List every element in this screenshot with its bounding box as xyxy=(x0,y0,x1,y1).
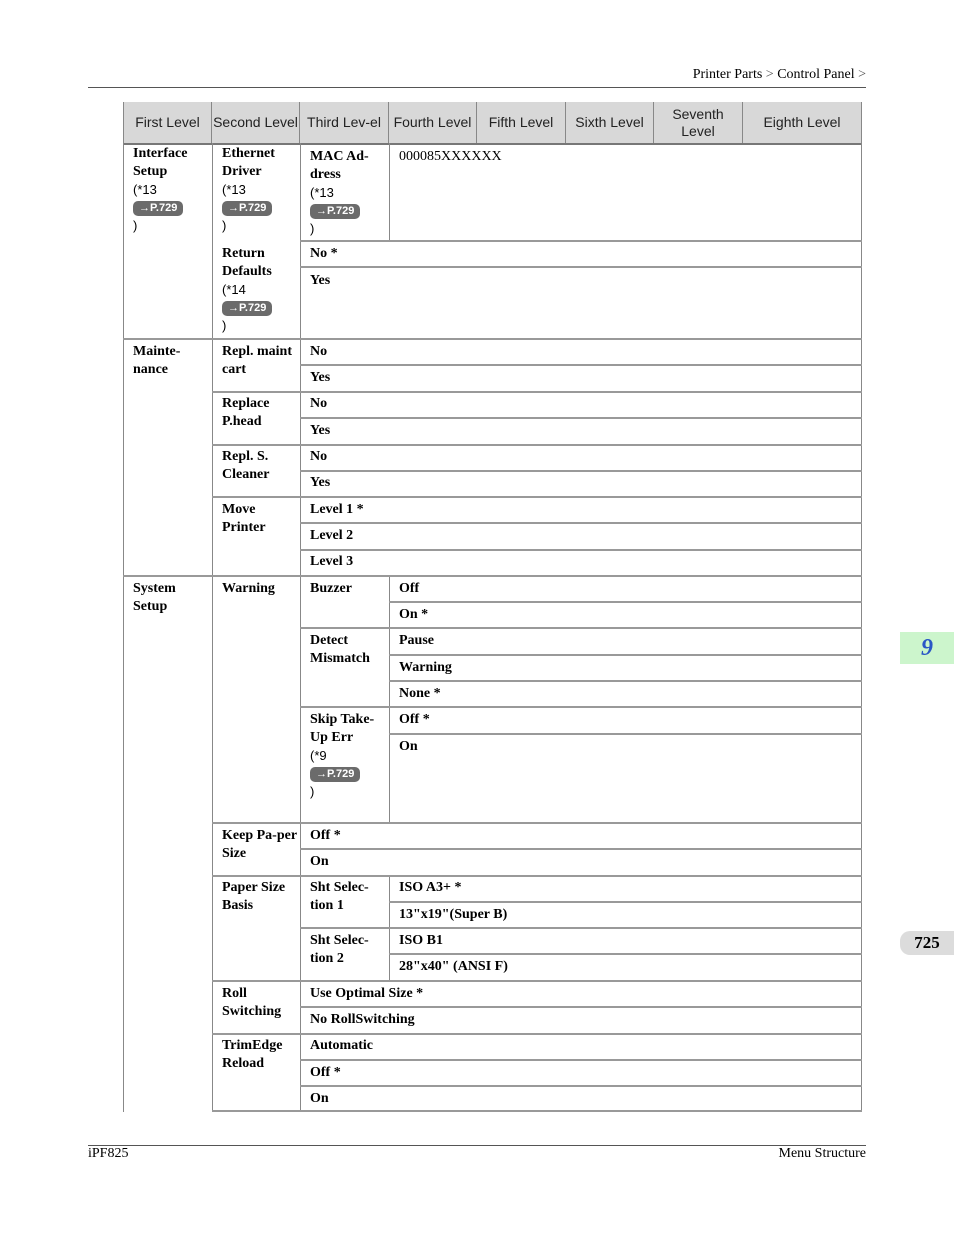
menu-skip-takeup-err: Skip Take-Up Err (*9 →P.729 ) xyxy=(310,711,385,800)
menu-ethernet-driver: Ethernet Driver (*13 →P.729 ) xyxy=(222,145,297,234)
option-none-default: None * xyxy=(399,686,441,701)
page-reference-link[interactable]: →P.729 xyxy=(310,767,360,782)
row-divider xyxy=(123,575,862,577)
row-divider xyxy=(300,1085,862,1087)
header-eighth-level: Eighth Level xyxy=(743,102,862,143)
menu-sht-selection-1: Sht Selec-tion 1 xyxy=(310,880,369,913)
page-reference-link[interactable]: →P.729 xyxy=(310,204,360,219)
menu-paper-size-basis: Paper Size Basis xyxy=(222,880,286,913)
col-divider xyxy=(389,576,390,822)
row-divider xyxy=(212,822,862,824)
row-divider xyxy=(300,470,862,472)
row-divider xyxy=(212,875,862,877)
footer-rule xyxy=(88,1145,866,1146)
footnote-13: (*13 xyxy=(222,182,246,197)
header-rule xyxy=(88,87,866,88)
row-divider xyxy=(300,266,862,268)
header-fifth-level: Fifth Level xyxy=(477,102,566,143)
row-divider xyxy=(212,444,862,446)
option-yes: Yes xyxy=(310,475,331,490)
row-divider xyxy=(300,364,862,366)
option-on-default: On * xyxy=(399,607,429,622)
option-no: No xyxy=(310,449,328,464)
col-divider xyxy=(123,143,124,1112)
option-off-default: Off * xyxy=(399,712,430,727)
footer-model: iPF825 xyxy=(88,1146,129,1161)
row-divider xyxy=(300,240,862,242)
row-divider xyxy=(389,733,862,735)
row-divider xyxy=(300,627,862,629)
row-divider xyxy=(300,1006,862,1008)
menu-sht-selection-2: Sht Selec-tion 2 xyxy=(310,933,369,966)
menu-replace-phead: Replace P.head xyxy=(222,396,270,429)
menu-detect-mismatch: Detect Mismatch xyxy=(310,633,370,666)
menu-return-defaults: Return Defaults (*14 →P.729 ) xyxy=(222,245,297,334)
option-iso-a3-plus: ISO A3+ * xyxy=(399,880,462,895)
row-divider xyxy=(212,980,862,982)
menu-keep-paper-size: Keep Pa-per Size xyxy=(222,828,297,861)
option-iso-b1: ISO B1 xyxy=(399,933,443,948)
menu-repl-s-cleaner: Repl. S. Cleaner xyxy=(222,449,270,482)
breadcrumb-separator: > xyxy=(765,67,774,82)
footnote-9: (*9 xyxy=(310,748,327,763)
footer-section: Menu Structure xyxy=(778,1146,866,1161)
page-number-tab: 725 xyxy=(900,931,954,955)
option-level-3: Level 3 xyxy=(310,554,354,569)
page-reference-link[interactable]: →P.729 xyxy=(133,201,183,216)
option-on: On xyxy=(399,739,418,754)
option-yes: Yes xyxy=(310,273,331,288)
option-level-2: Level 2 xyxy=(310,528,354,543)
menu-mac-address: MAC Ad-dress (*13 →P.729 ) xyxy=(310,148,385,237)
mac-address-value: 000085XXXXXX xyxy=(399,149,502,164)
row-divider xyxy=(389,953,862,955)
header-fourth-level: Fourth Level xyxy=(389,102,477,143)
option-off: Off xyxy=(399,581,420,596)
option-no-default: No * xyxy=(310,246,338,261)
row-divider xyxy=(300,927,862,929)
menu-repl-maint-cart: Repl. maint cart xyxy=(222,344,292,377)
row-divider xyxy=(300,417,862,419)
menu-structure-table xyxy=(123,102,862,1112)
menu-interface-setup: Interface Setup (*13 →P.729 ) xyxy=(133,145,208,234)
row-divider xyxy=(300,522,862,524)
option-no: No xyxy=(310,344,328,359)
option-off-default: Off * xyxy=(310,828,341,843)
menu-system-setup: System Setup xyxy=(133,581,176,614)
row-divider xyxy=(300,1059,862,1061)
col-divider xyxy=(212,143,213,1112)
row-divider xyxy=(123,338,862,340)
row-divider xyxy=(300,848,862,850)
chapter-tab[interactable]: 9 xyxy=(900,632,954,664)
option-warning: Warning xyxy=(399,660,452,675)
page-reference-link[interactable]: →P.729 xyxy=(222,301,272,316)
option-on: On xyxy=(310,854,329,869)
col-divider xyxy=(389,143,390,240)
row-divider xyxy=(300,706,862,708)
header-first-level: First Level xyxy=(123,102,212,143)
table-bottom-border xyxy=(212,1110,862,1112)
option-on: On xyxy=(310,1091,329,1106)
option-yes: Yes xyxy=(310,370,331,385)
option-no: No xyxy=(310,396,328,411)
option-super-b: 13"x19"(Super B) xyxy=(399,907,508,922)
row-divider xyxy=(389,654,862,656)
breadcrumb-printer-parts[interactable]: Printer Parts xyxy=(692,67,763,82)
header-seventh-level: Seventh Level xyxy=(654,102,743,143)
option-automatic: Automatic xyxy=(310,1038,373,1053)
menu-maintenance: Mainte-nance xyxy=(133,344,181,377)
header-third-level: Third Lev-el xyxy=(300,102,389,143)
row-divider xyxy=(212,1033,862,1035)
menu-trimedge-reload: TrimEdge Reload xyxy=(222,1038,283,1071)
option-no-rollswitching: No RollSwitching xyxy=(310,1012,415,1027)
row-divider xyxy=(212,496,862,498)
menu-roll-switching: Roll Switching xyxy=(222,986,282,1019)
header-sixth-level: Sixth Level xyxy=(566,102,654,143)
breadcrumb xyxy=(693,67,866,83)
option-use-optimal-size: Use Optimal Size * xyxy=(310,986,424,1001)
page-reference-link[interactable]: →P.729 xyxy=(222,201,272,216)
row-divider xyxy=(300,549,862,551)
row-divider xyxy=(389,601,862,603)
menu-warning: Warning xyxy=(222,581,275,596)
row-divider xyxy=(389,680,862,682)
breadcrumb-control-panel[interactable]: Control Panel xyxy=(777,67,855,82)
footnote-14: (*14 xyxy=(222,282,246,297)
footnote-13: (*13 xyxy=(133,182,157,197)
row-divider xyxy=(389,901,862,903)
option-off-default: Off * xyxy=(310,1065,341,1080)
option-yes: Yes xyxy=(310,423,331,438)
header-second-level: Second Level xyxy=(212,102,300,143)
row-divider xyxy=(212,391,862,393)
menu-move-printer: Move Printer xyxy=(222,502,266,535)
option-pause: Pause xyxy=(399,633,434,648)
menu-buzzer: Buzzer xyxy=(310,581,352,596)
option-ansi-f: 28"x40" (ANSI F) xyxy=(399,959,508,974)
breadcrumb-separator: > xyxy=(858,67,866,82)
option-level-1: Level 1 * xyxy=(310,502,364,517)
footnote-13: (*13 xyxy=(310,185,334,200)
